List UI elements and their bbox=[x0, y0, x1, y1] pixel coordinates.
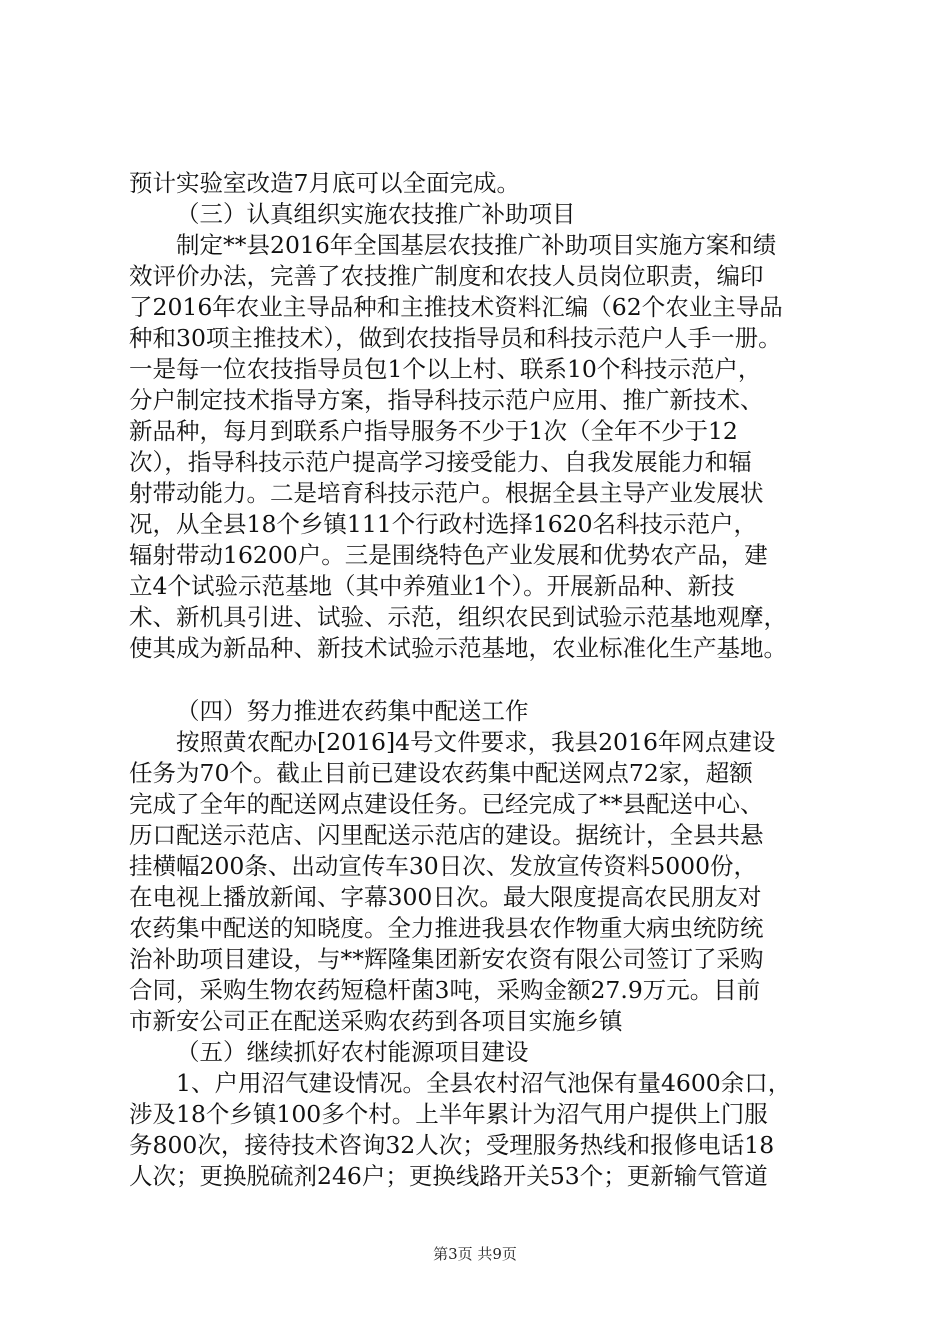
text-line: 务800次，接待技术咨询32人次；受理服务热线和报修电话18 bbox=[129, 1131, 775, 1159]
paragraph-start: 按照黄农配办[2016]4号文件要求，我县2016年网点建设 bbox=[176, 728, 776, 756]
text-line: 人次；更换脱硫剂246户；更换线路开关53个；更新输气管道 bbox=[129, 1162, 768, 1190]
text-line: 历口配送示范店、闪里配送示范店的建设。据统计，全县共悬 bbox=[129, 821, 764, 849]
text-line: 预计实验室改造7月底可以全面完成。 bbox=[129, 169, 520, 197]
text-line: 合同，采购生物农药短稳杆菌3吨，采购金额27.9万元。目前 bbox=[129, 976, 761, 1004]
text-line: 治补助项目建设，与**辉隆集团新安农资有限公司签订了采购 bbox=[129, 945, 764, 973]
text-line: 挂横幅200条、出动宣传车30日次、发放宣传资料5000份， bbox=[129, 852, 758, 880]
page-number-footer: 第3页 共9页 bbox=[433, 1245, 517, 1263]
text-line: 分户制定技术指导方案，指导科技示范户应用、推广新技术、 bbox=[129, 386, 764, 414]
text-line: 立4个试验示范基地（其中养殖业1个）。开展新品种、新技 bbox=[129, 572, 735, 600]
text-line: 新品种，每月到联系户指导服务不少于1次（全年不少于12 bbox=[129, 417, 738, 445]
blank-line bbox=[129, 664, 829, 696]
text-line: 涉及18个乡镇100多个村。上半年累计为沼气用户提供上门服 bbox=[129, 1100, 768, 1128]
text-line: 完成了全年的配送网点建设任务。已经完成了**县配送中心、 bbox=[129, 790, 764, 818]
text-line: 术、新机具引进、试验、示范，组织农民到试验示范基地观摩， bbox=[129, 603, 787, 631]
document-body bbox=[129, 168, 829, 1192]
text-line: 况，从全县18个乡镇111个行政村选择1620名科技示范户， bbox=[129, 510, 758, 538]
paragraph-start: 1、户用沼气建设情况。全县农村沼气池保有量4600余口， bbox=[176, 1069, 792, 1097]
section-heading-5: （五）继续抓好农村能源项目建设 bbox=[176, 1038, 529, 1066]
text-line: 辐射带动16200户。三是围绕特色产业发展和优势农产品，建 bbox=[129, 541, 768, 569]
text-line: 在电视上播放新闻、字幕300日次。最大限度提高农民朋友对 bbox=[129, 883, 762, 911]
text-line: 市新安公司正在配送采购农药到各项目实施乡镇 bbox=[129, 1007, 623, 1035]
section-heading-3: （三）认真组织实施农技推广补助项目 bbox=[176, 200, 576, 228]
text-line: 射带动能力。二是培育科技示范户。根据全县主导产业发展状 bbox=[129, 479, 764, 507]
paragraph-start: 制定**县2016年全国基层农技推广补助项目实施方案和绩 bbox=[176, 231, 777, 259]
text-line: 次），指导科技示范户提高学习接受能力、自我发展能力和辐 bbox=[129, 448, 752, 476]
text-line: 效评价办法，完善了农技推广制度和农技人员岗位职责，编印 bbox=[129, 262, 764, 290]
text-line: 了2016年农业主导品种和主推技术资料汇编（62个农业主导品 bbox=[129, 293, 783, 321]
text-line: 种和30项主推技术），做到农技指导员和科技示范户人手一册。 bbox=[129, 324, 782, 352]
text-line: 农药集中配送的知晓度。全力推进我县农作物重大病虫统防统 bbox=[129, 914, 764, 942]
section-heading-4: （四）努力推进农药集中配送工作 bbox=[176, 697, 529, 725]
text-line: 任务为70个。截止目前已建设农药集中配送网点72家，超额 bbox=[129, 759, 753, 787]
text-line: 一是每一位农技指导员包1个以上村、联系10个科技示范户， bbox=[129, 355, 762, 383]
text-line: 使其成为新品种、新技术试验示范基地，农业标准化生产基地。 bbox=[129, 634, 787, 662]
